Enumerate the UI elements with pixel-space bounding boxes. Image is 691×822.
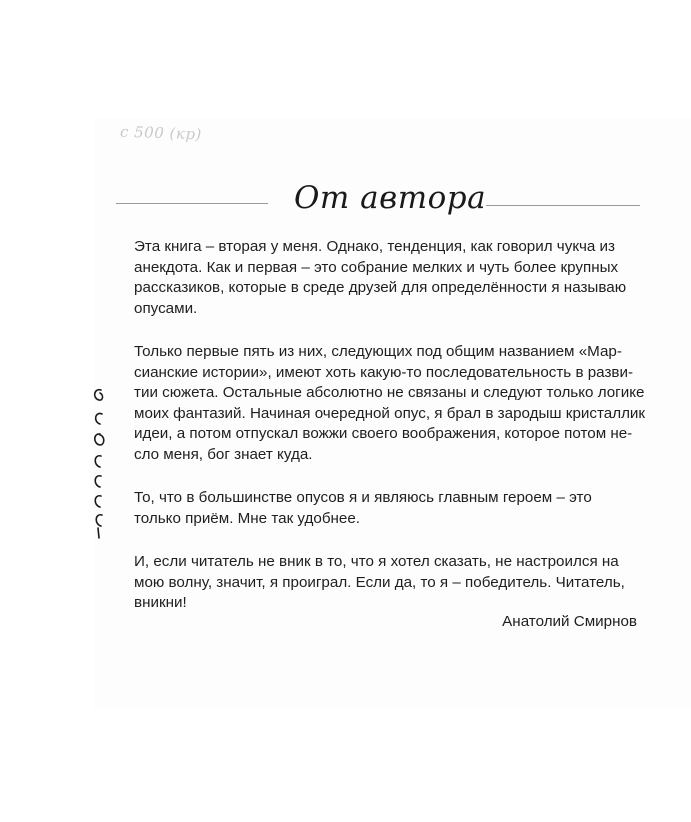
paragraph xyxy=(114,552,642,614)
text-line: тии сюжета. Остальные абсолютно не связаны и следуют только логике xyxy=(134,384,645,401)
text-line: То, что в большинстве опусов я и являюсь главным героем – это xyxy=(134,489,592,506)
heading-rule-right xyxy=(486,205,640,206)
paragraph xyxy=(114,488,642,529)
paragraph xyxy=(114,342,646,465)
heading-rule-left xyxy=(116,203,268,204)
text-line: сло меня, бог знает куда. xyxy=(134,445,313,463)
text-line: И, если читатель не вник в то, что я хотел сказать, не настроился на xyxy=(134,553,619,570)
paragraph xyxy=(114,237,642,319)
text-line: вникни! xyxy=(134,594,187,611)
text-line: мою волну, значит, я проиграл. Если да, то я – победитель. Читатель, xyxy=(134,573,625,591)
text-line: идеи, а потом отпускал вожжи своего воображения, которое потом не- xyxy=(134,425,633,442)
text-line: только приём. Мне так удобнее. xyxy=(134,509,361,527)
text-line: рассказиков, которые в среде друзей для определённости я называю xyxy=(134,279,627,296)
text-line: Эта книга – вторая у меня. Однако, тенденция, как говорил чукча из xyxy=(134,238,615,255)
handwritten-margin-marks-icon xyxy=(82,384,112,544)
text-line: анекдота. Как и первая – это собрание мелких и чуть более крупных xyxy=(134,258,619,276)
pencil-note: с 500 (кр) xyxy=(119,122,203,144)
text-line: моих фантазий. Начиная очередной опус, я брал в зародыш кристаллик xyxy=(134,404,646,422)
author-preface-text xyxy=(114,237,646,637)
page-title: От автора xyxy=(294,180,487,216)
text-line: сианские истории», имеют хоть какую-то последовательность в разви- xyxy=(134,363,634,381)
text-line: Только первые пять из них, следующих под общим названием «Мар- xyxy=(134,343,622,360)
text-line: опусами. xyxy=(134,299,198,317)
author-signature: Анатолий Смирнов xyxy=(502,613,637,630)
